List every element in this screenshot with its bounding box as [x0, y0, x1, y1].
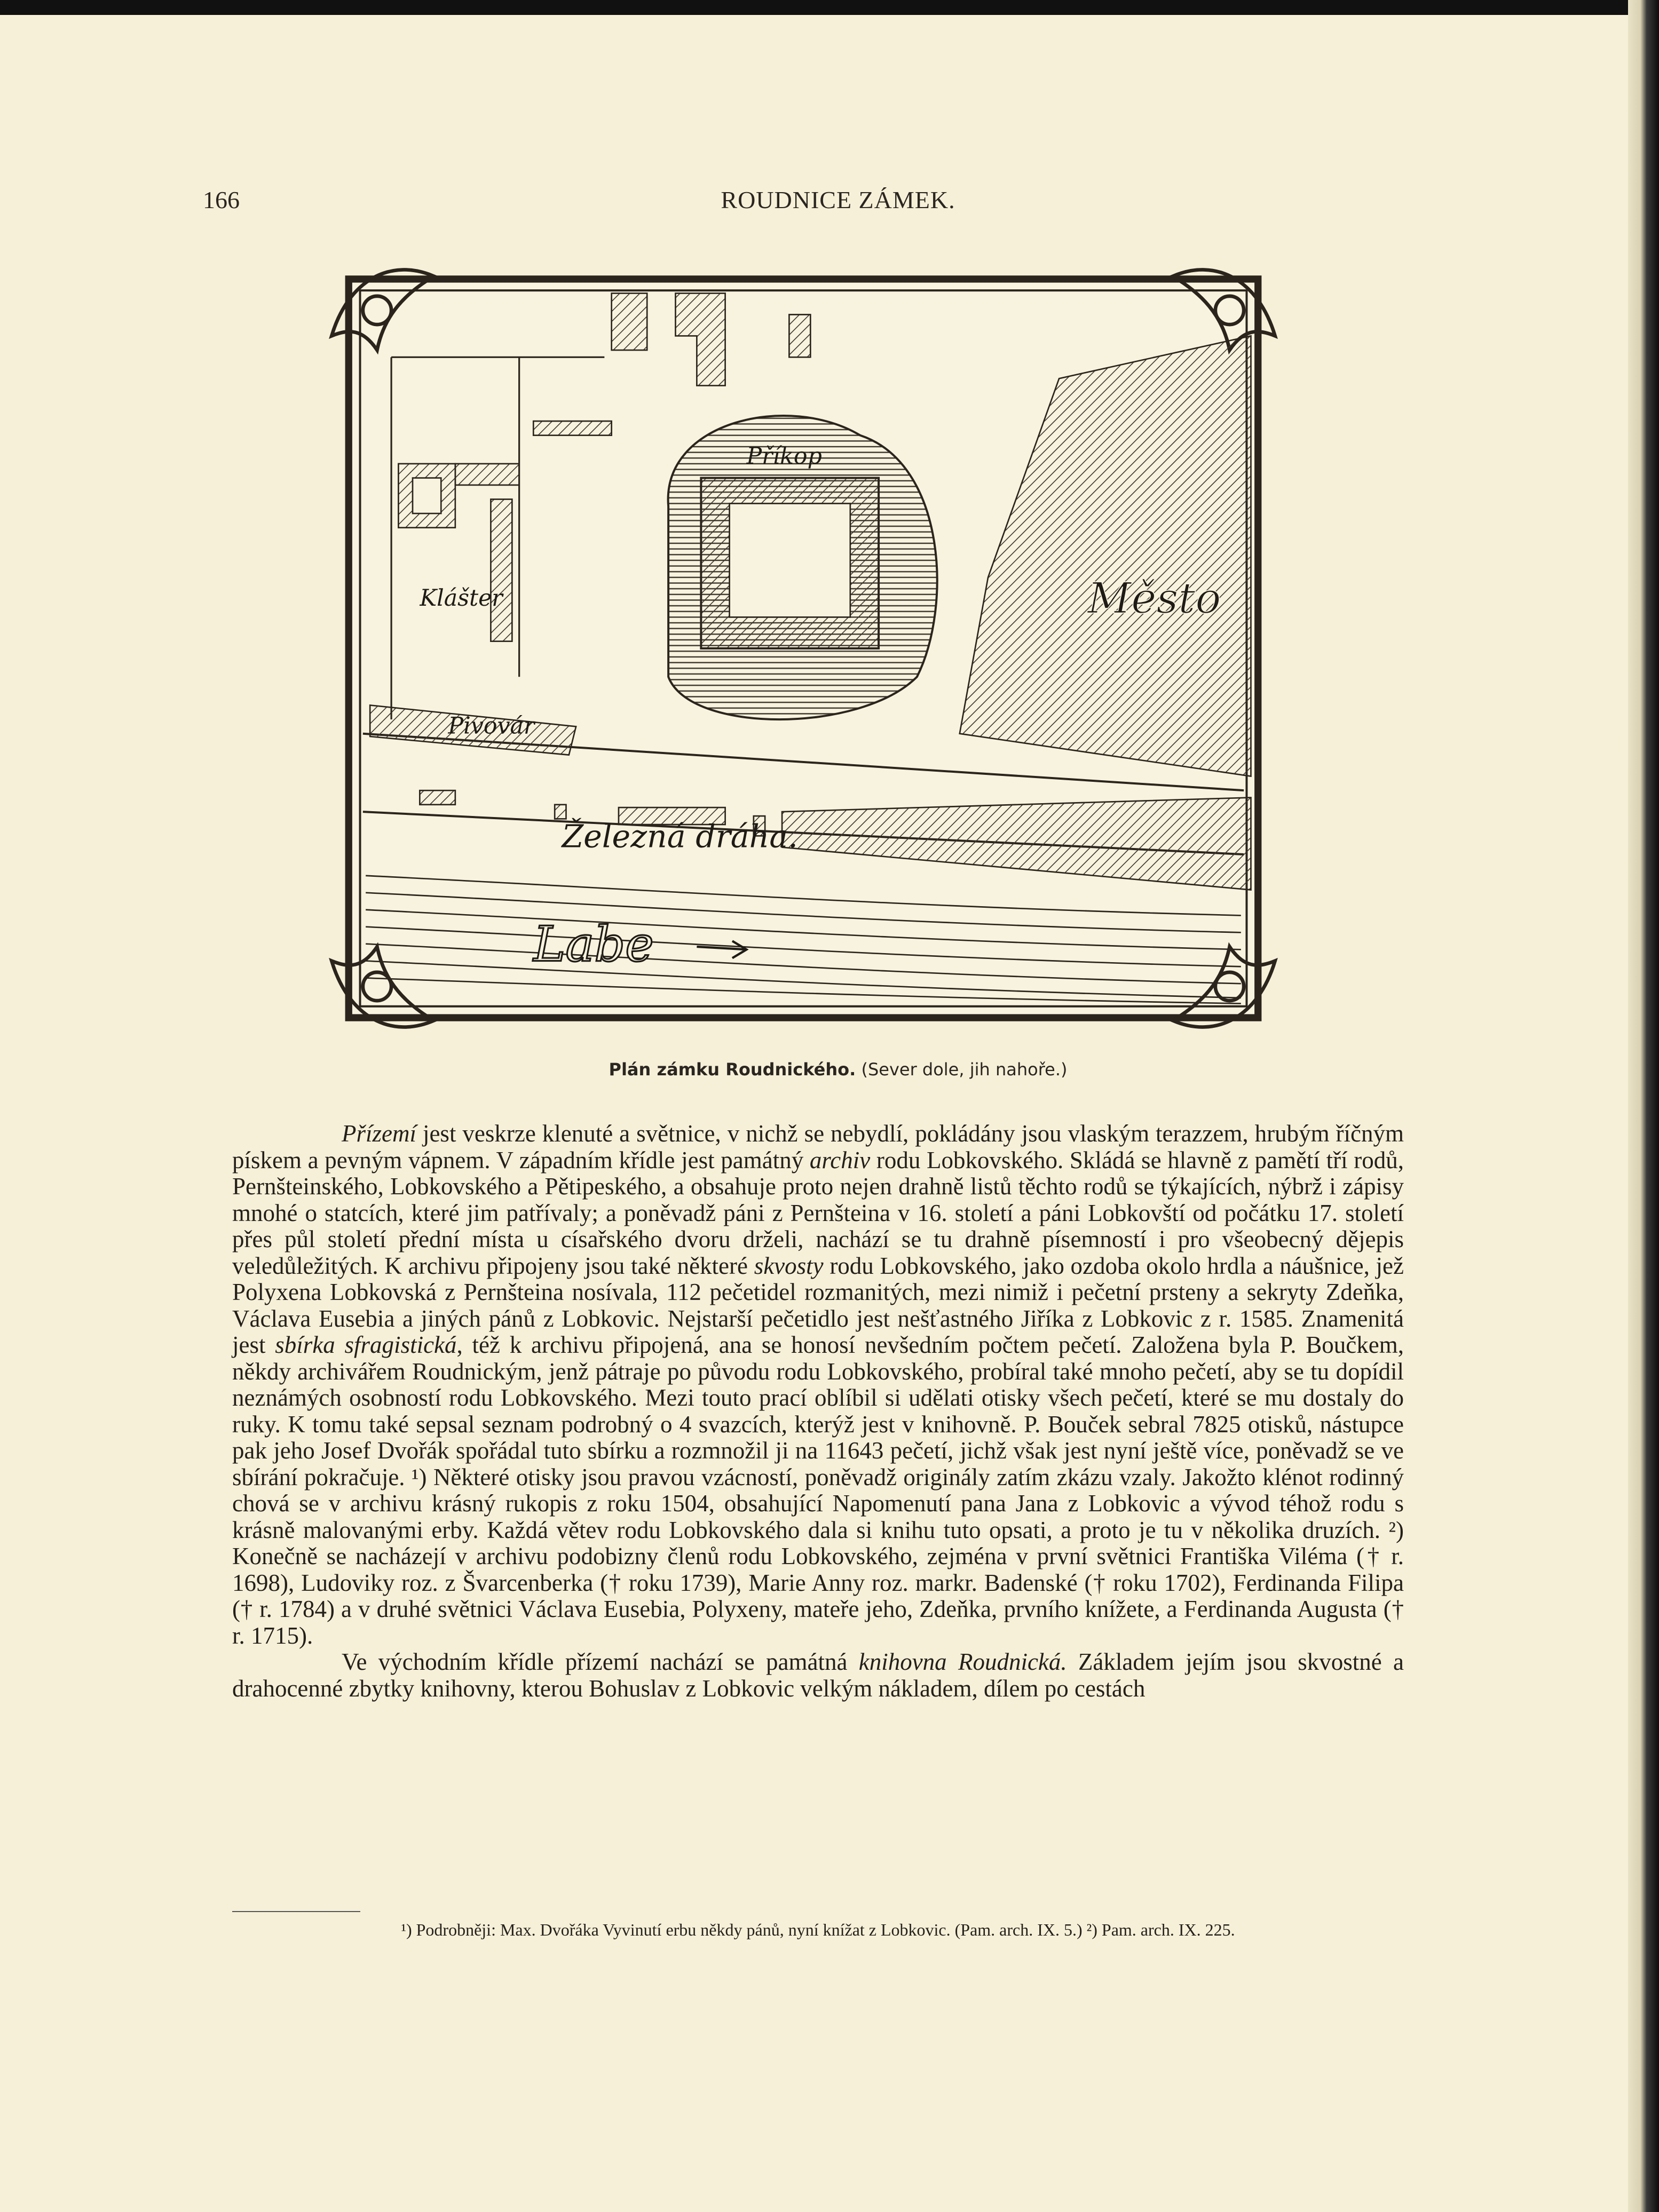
- p1-segment: archiv: [809, 1146, 871, 1174]
- label-klaster: Klášter: [420, 585, 503, 612]
- label-pivovar: Pivovár: [448, 712, 535, 740]
- page-number: 166: [203, 186, 240, 213]
- castle-plan-map: [320, 248, 1286, 1049]
- footnote-divider: [232, 1911, 360, 1912]
- label-labe: Labe: [533, 916, 654, 973]
- page-edge-shadow: [1628, 0, 1659, 2212]
- caption-title: Plán zámku Roudnického.: [609, 1059, 856, 1080]
- p1-segment: sbírka sfragistická: [275, 1331, 457, 1358]
- map-svg: [320, 248, 1286, 1049]
- p1-segment: Přízemí: [342, 1120, 416, 1147]
- label-prikop: Příkop: [746, 442, 822, 470]
- figure-caption: [203, 1059, 1473, 1080]
- p1-segment: rodu Lobkovského. Skládá se hlavně z pamětí tří rodů, Pernšteinského, Lobkovského a Pětipeského, a obsahuje proto nejen drahně listů těchto rodů se týkajících, nýbrž i zápisy mnohé o statcích, které jim patřívaly; a poněvadž páni z Pernšteina v 16. století a páni Lobkovští od počátku 17. století přes půl století přední místa u císařského dvoru drželi, nachází se tu drahně písemností i pro všeobecný dějepis veledůležitých. K archivu připojeny jsou také některé: [232, 1146, 1404, 1279]
- paragraph-archive: [232, 1121, 1404, 1649]
- p1-segment: , též k archivu připojená, ana se honosí nevšedním počtem pečetí. Založena byla P. Boučkem, někdy archivářem Roudnickým, jenž pátraje po původu rodu Lobkovského, probíral také mnoho pečetí, aby se tu dopídil neznámých osobností rodu Lobkovského. Mezi touto prací oblíbil si udělati otisky všech pečetí, které se mu dostaly do ruky. K tomu také sepsal seznam podrobný o 4 svazcích, kterýž jest v knihovně. P. Bouček sebral 7825 otisků, nástupce pak jeho Josef Dvořák spořádal tuto sbírku a rozmnožil ji na 11643 pečetí, jichž však jest nyní ještě více, poněvadž se ve sbírání pokračuje. ¹) Některé otisky jsou pravou vzácností, poněvadž originály zatím zkázu vzaly. Jakožto klénot rodinný chová se v archivu krásný rukopis z roku 1504, obsahující Napomenutí pana Jana z Lobkovic a vývod téhož rodu s krásně malovanými erby. Každá větev rodu Lobkovského dala si knihu tuto opsati, a proto je tu v několika druzích. ²) Konečně se nacházejí v archivu podobizny členů rodu Lobkovského, zejména v první světnici Františka Viléma († r. 1698), Ludoviky roz. z Švarcenberka († roku 1739), Marie Anny roz. markr. Badenské († roku 1702), Ferdinanda Filipa († r. 1784) a v druhé světnici Václava Eusebia, Polyxeny, mateře jeho, Zdeňka, prvního knížete, a Ferdinanda Augusta († r. 1715).: [232, 1331, 1404, 1649]
- chapter-title: ROUDNICE ZÁMEK.: [721, 186, 955, 213]
- running-head: [203, 186, 1473, 218]
- caption-note: (Sever dole, jih nahoře.): [856, 1059, 1068, 1080]
- p2-segment: Ve východním křídle přízemí nachází se památná: [342, 1648, 859, 1675]
- paragraph-library: [232, 1649, 1404, 1702]
- body-text: [232, 1121, 1404, 1702]
- label-mesto: Město: [1087, 573, 1221, 623]
- p1-segment: skvosty: [754, 1252, 824, 1279]
- footnotes: ¹) Podrobněji: Max. Dvořáka Vyvinutí erbu někdy pánů, nyní knížat z Lobkovic. (Pam. arch. IX. 5.) ²) Pam. arch. IX. 225.: [401, 1920, 1235, 1939]
- p1-segment: jest veskrze klenuté a světnice, v nichž se nebydlí, pokládány jsou vlaským terazzem, hrubým říčným pískem a pevným vápnem. V západním křídle jest památný: [232, 1120, 1404, 1174]
- label-zelezna-draha: Železná dráha.: [562, 818, 798, 855]
- p2-segment: knihovna Roudnická.: [858, 1648, 1067, 1675]
- p2-segment: Základem jejím jsou skvostné a drahocenné zbytky knihovny, kterou Bohuslav z Lobkovic velkým nákladem, dílem po cestách: [232, 1648, 1404, 1702]
- p1-segment: rodu Lobkovského, jako ozdoba okolo hrdla a náušnice, jež Polyxena Lobkovská z Pernšteina nosívala, 112 pečetidel rozmanitých, mezi nimiž i pečetní prsteny a sekryty Zdeňka, Václava Eusebia a jiných pánů z Lobkovic. Nejstarší pečetidlo jest nešťastného Jiříka z Lobkovic z r. 1585. Znamenitá jest: [232, 1252, 1404, 1358]
